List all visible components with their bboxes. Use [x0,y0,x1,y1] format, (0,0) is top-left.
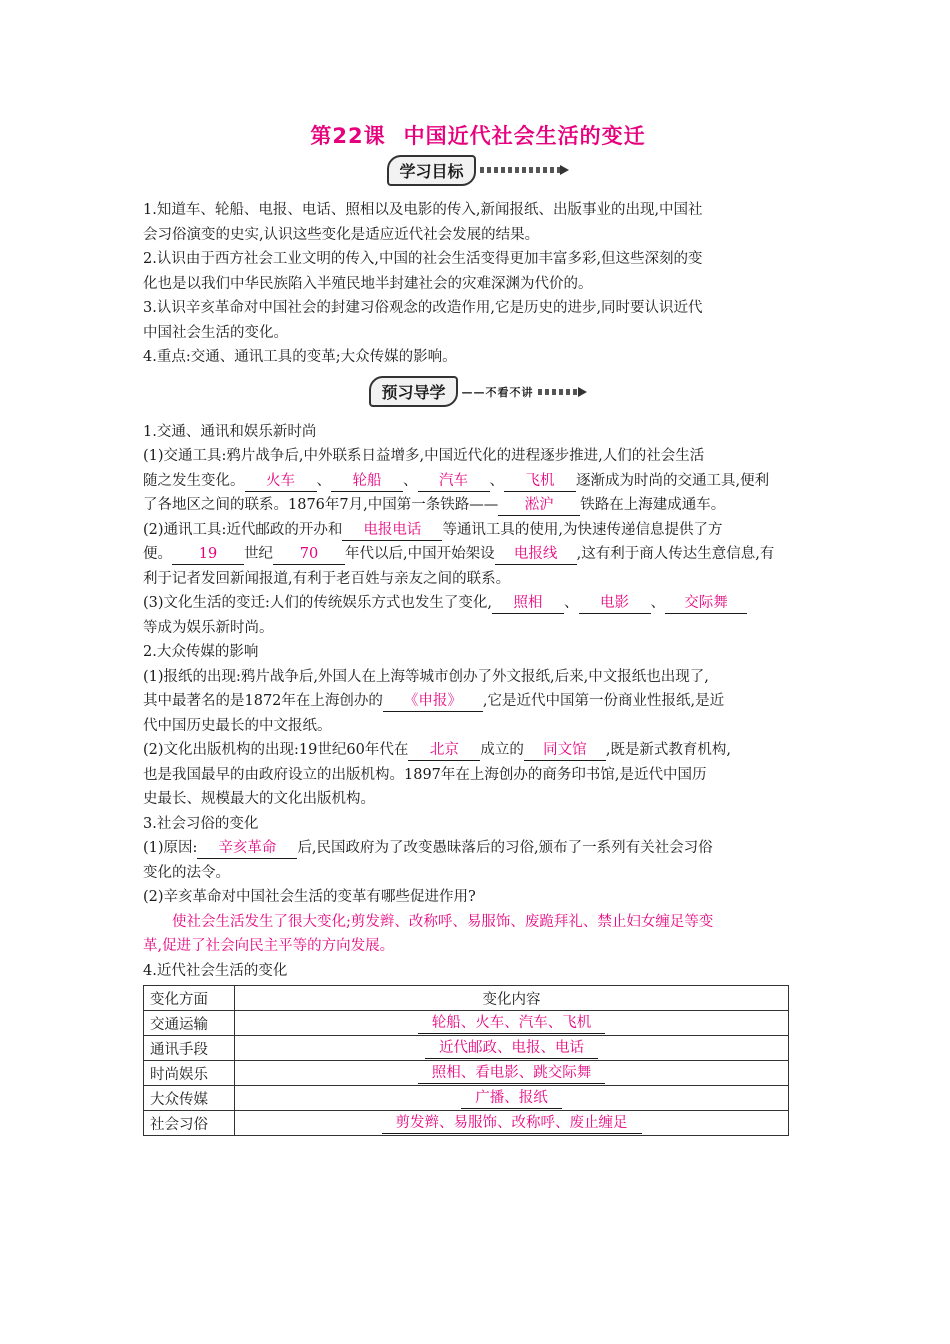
text-span: 年代以后,中国开始架设 [345,546,495,562]
objective-line: 3.认识辛亥革命对中国社会的封建习俗观念的改造作用,它是历史的进步,同时要认识近代 [143,300,703,316]
text-line: 代中国历史最长的中文报纸。 [143,717,332,734]
text-span: (3)文化生活的变迁:人们的传统娱乐方式也发生了变化, [143,595,493,611]
preview-banner-label: 预习导学 [369,376,457,407]
answer-blank-telegraph: 电报电话 [342,520,442,541]
section-heading: 3.社会习俗的变化 [143,815,259,832]
objectives-list [143,198,813,370]
text-span: 便。 [143,546,172,562]
objective-line: 化也是以我们中华民族陷入半殖民地半封建社会的灾难深渊为代价的。 [143,275,593,292]
text-line: 变化的法令。 [143,864,230,881]
answer-blank-train: 火车 [245,471,317,492]
table-cell-content [235,1036,789,1061]
answer-blank-shenbao: 《申报》 [383,691,483,712]
table-row [144,1036,789,1061]
answer-blank: 近代邮政、电报、电话 [425,1038,598,1059]
answer-blank-film: 电影 [579,593,651,614]
text-span: 后,民国政府为了改变愚昧落后的习俗,颁布了一系列有关社会习俗 [297,840,713,856]
text-line: 等成为娱乐新时尚。 [143,619,274,636]
objective-line: 1.知道车、轮船、电报、电话、照相以及电影的传入,新闻报纸、出版事业的出现,中国社 [143,202,703,218]
table-cell-content [235,1111,789,1136]
table-header-cell: 变化方面 [144,986,235,1011]
answer-blank: 剪发辫、易服饰、改称呼、废止缠足 [382,1113,642,1134]
text-span: ,既是新式教育机构, [605,742,732,758]
section-transport-communication [143,420,813,641]
answer-blank-19: 19 [172,544,244,565]
section-changes-table [143,959,813,1137]
answer-line: 使社会生活发生了很大变化;剪发辫、改称呼、易服饰、废跪拜礼、禁止妇女缠足等变 [172,913,714,930]
text-span: ,它是近代中国第一份商业性报纸,是近 [482,693,725,709]
text-span: (1)原因: [143,840,198,856]
objective-line: 中国社会生活的变化。 [143,324,288,341]
objectives-banner [143,156,813,184]
text-line: (1)报纸的出现:鸦片战争后,外国人在上海等城市创办了外文报纸,后来,中文报纸也出现了, [143,668,709,685]
answer-blank-plane: 飞机 [504,471,576,492]
table-cell-content [235,1011,789,1036]
text-line: 史最长、规模最大的文化出版机构。 [143,791,375,807]
text-line [143,738,813,763]
text-line [143,493,813,518]
table-cell-aspect: 交通运输 [144,1011,235,1036]
section-social-customs [143,812,813,959]
text-line: (1)交通工具:鸦片战争后,中外联系日益增多,中国近代化的进程逐步推进,人们的社会生活 [143,448,705,464]
objectives-banner-label: 学习目标 [387,155,475,186]
question-line: (2)辛亥革命对中国社会生活的变革有哪些促进作用? [143,889,476,905]
answer-blank-xinhai: 辛亥革命 [197,838,297,859]
text-span: 铁路在上海建成通车。 [580,497,726,513]
table-header-row [144,986,789,1011]
dotted-arrow-decoration [538,389,578,395]
text-span: 其中最著名的是1872年在上海创办的 [143,693,383,709]
table-row [144,1086,789,1111]
answer-blank-70: 70 [273,544,345,565]
answer-blank-beijing: 北京 [408,740,480,761]
answer-blank: 广播、报纸 [461,1088,562,1109]
text-span: 成立的 [480,742,524,758]
section-heading: 1.交通、通讯和娱乐新时尚 [143,423,317,440]
text-span: 等通讯工具的使用,为快速传递信息提供了方 [442,521,723,538]
text-span: ,这有利于商人传达生意信息,有 [576,546,775,562]
table-header-cell: 变化内容 [235,986,789,1011]
text-span: 逐渐成为时尚的交通工具,便利 [576,472,770,489]
text-span: 随之发生变化。 [143,472,245,489]
text-line: 随之发生变化。 火车 、 轮船 、 汽车 、 飞机 逐渐成为时尚的交通工具,便利 [143,469,813,494]
answer-blank: 照相、看电影、跳交际舞 [418,1063,606,1084]
text-line [143,836,813,861]
answer-blank-ship: 轮船 [331,471,403,492]
section-heading: 4.近代社会生活的变化 [143,962,288,979]
worksheet-page [143,120,813,1136]
table-cell-aspect: 时尚娱乐 [144,1061,235,1086]
lesson-number: 第22课 [310,124,386,148]
answer-line: 革,促进了社会向民主平等的方向发展。 [143,938,395,954]
table-row [144,1011,789,1036]
arrow-icon [578,387,587,397]
text-span: (2)通讯工具:近代邮政的开办和 [143,521,343,538]
dotted-arrow-decoration [480,167,560,173]
answer-blank-dance: 交际舞 [665,593,747,614]
lesson-name: 中国近代社会生活的变迁 [403,124,646,148]
objective-line: 4.重点:交通、通讯工具的变革;大众传媒的影响。 [143,349,457,365]
answer-blank-photo: 照相 [492,593,564,614]
answer-blank: 轮船、火车、汽车、飞机 [418,1013,606,1034]
table-cell-aspect: 大众传媒 [144,1086,235,1111]
preview-banner-sub: ——不看不讲 [461,385,534,399]
answer-blank-car: 汽车 [418,471,490,492]
text-line [143,542,813,567]
answer-blank-line: 电报线 [495,544,577,565]
text-span: 世纪 [244,546,273,562]
text-span: (2)文化出版机构的出现:19世纪60年代在 [143,742,409,758]
text-span: 了各地区之间的联系。1876年7月,中国第一条铁路—— [143,497,499,513]
arrow-icon [560,165,569,175]
answer-blank-songhu: 淞沪 [498,495,580,516]
text-line [143,518,813,543]
table-cell-aspect: 社会习俗 [144,1111,235,1136]
text-line: 利于记者发回新闻报道,有利于老百姓与亲友之间的联系。 [143,570,511,587]
table-cell-aspect: 通讯手段 [144,1036,235,1061]
preview-banner [143,378,813,406]
text-line: 也是我国最早的由政府设立的出版机构。1897年在上海创办的商务印书馆,是近代中国历 [143,766,707,783]
text-line: (3)文化生活的变迁:人们的传统娱乐方式也发生了变化, 照相 、 电影 、 交际舞 [143,591,813,616]
section-mass-media [143,640,813,812]
page-title [143,120,813,150]
table-cell-content [235,1086,789,1111]
table-cell-content [235,1061,789,1086]
answer-blank-tongwen: 同文馆 [524,740,606,761]
objective-line: 会习俗演变的史实,认识这些变化是适应近代社会发展的结果。 [143,226,540,243]
changes-table [143,985,789,1136]
table-row [144,1111,789,1136]
section-heading: 2.大众传媒的影响 [143,644,259,660]
objective-line: 2.认识由于西方社会工业文明的传入,中国的社会生活变得更加丰富多彩,但这些深刻的变 [143,251,703,267]
table-row [144,1061,789,1086]
text-line [143,689,813,714]
